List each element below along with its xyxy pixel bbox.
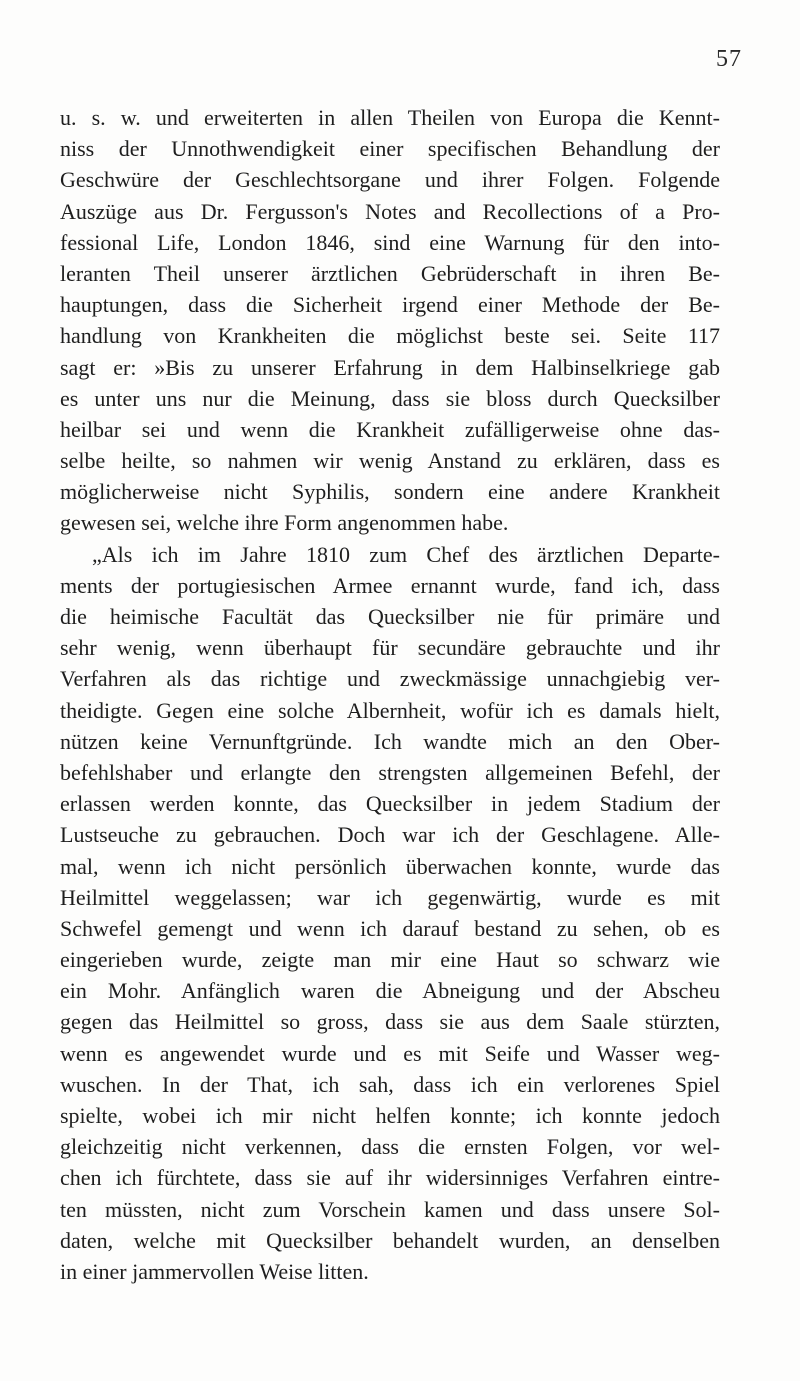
text-line: wenn es angewendet wurde und es mit Seife und Wasser weg- — [60, 1040, 720, 1066]
text-line: nützen keine Vernunftgründe. Ich wandte mich an den Ober- — [60, 728, 720, 754]
text-line: sagt er: »Bis zu unserer Erfahrung in dem Halbinselkriege gab — [60, 354, 720, 380]
text-line: u. s. w. und erweiterten in allen Theilen von Europa die Kennt- — [60, 105, 720, 130]
page-number: 57 — [716, 46, 742, 72]
paragraph-end-line: gewesen sei, welche ihre Form angenommen habe. — [60, 510, 509, 536]
text-line: Heilmittel weggelassen; war ich gegenwärtig, wurde es mit — [60, 884, 720, 910]
text-line: gegen das Heilmittel so gross, dass sie aus dem Saale stürzten, — [60, 1009, 720, 1035]
text-line: möglicherweise nicht Syphilis, sondern eine andere Krankheit — [60, 479, 720, 505]
text-line: handlung von Krankheiten die möglichst beste sei. Seite 117 — [60, 323, 720, 349]
text-line: ments der portugiesischen Armee ernannt wurde, fand ich, dass — [60, 572, 720, 598]
body-text — [60, 102, 720, 1287]
text-line: die heimische Facultät das Quecksilber nie für primäre und — [60, 604, 720, 629]
text-line: ten müssten, nicht zum Vorschein kamen und dass unsere Sol- — [60, 1196, 720, 1222]
text-line: Auszüge aus Dr. Fergusson's Notes and Recollections of a Pro- — [60, 198, 720, 224]
text-line: befehlshaber und erlangte den strengsten allgemeinen Befehl, der — [60, 759, 720, 785]
text-line: sehr wenig, wenn überhaupt für secundäre gebrauchte und ihr — [60, 635, 720, 661]
text-line: fessional Life, London 1846, sind eine Warnung für den into- — [60, 229, 720, 255]
text-line: chen ich fürchtete, dass sie auf ihr widersinniges Verfahren eintre- — [60, 1165, 720, 1191]
text-line: wuschen. In der That, ich sah, dass ich ein verlorenes Spiel — [60, 1071, 720, 1097]
text-line: gleichzeitig nicht verkennen, dass die ernsten Folgen, vor wel- — [60, 1134, 720, 1160]
text-line: heilbar sei und wenn die Krankheit zufälligerweise ohne das- — [60, 416, 720, 442]
text-line: Lustseuche zu gebrauchen. Doch war ich der Geschlagene. Alle- — [60, 822, 720, 848]
text-line: hauptungen, dass die Sicherheit irgend einer Methode der Be- — [60, 292, 720, 318]
text-line: eingerieben wurde, zeigte man mir eine Haut so schwarz wie — [60, 947, 720, 973]
text-line: es unter uns nur die Meinung, dass sie bloss durch Quecksilber — [60, 385, 720, 411]
text-line: spielte, wobei ich mir nicht helfen konnte; ich konnte jedoch — [60, 1103, 720, 1128]
paragraph-end-line: in einer jammervollen Weise litten. — [60, 1258, 369, 1284]
text-line: daten, welche mit Quecksilber behandelt wurden, an denselben — [60, 1227, 720, 1253]
text-line: Schwefel gemengt und wenn ich darauf bestand zu sehen, ob es — [60, 915, 720, 941]
text-line: theidigte. Gegen eine solche Albernheit, wofür ich es damals hielt, — [60, 697, 720, 723]
text-line: Verfahren als das richtige und zweckmässige unnachgiebig ver- — [60, 666, 720, 692]
text-line: „Als ich im Jahre 1810 zum Chef des ärztlichen Departe- — [92, 541, 720, 567]
text-line: Geschwüre der Geschlechtsorgane und ihrer Folgen. Folgende — [60, 167, 720, 193]
text-line: leranten Theil unserer ärztlichen Gebrüderschaft in ihren Be- — [60, 260, 720, 286]
text-line: selbe heilte, so nahmen wir wenig Anstand zu erklären, dass es — [60, 448, 720, 474]
text-line: niss der Unnothwendigkeit einer specifischen Behandlung der — [60, 136, 720, 162]
text-line: ein Mohr. Anfänglich waren die Abneigung und der Abscheu — [60, 978, 720, 1004]
text-line: erlassen werden konnte, das Quecksilber in jedem Stadium der — [60, 791, 720, 817]
text-line: mal, wenn ich nicht persönlich überwachen konnte, wurde das — [60, 853, 720, 879]
